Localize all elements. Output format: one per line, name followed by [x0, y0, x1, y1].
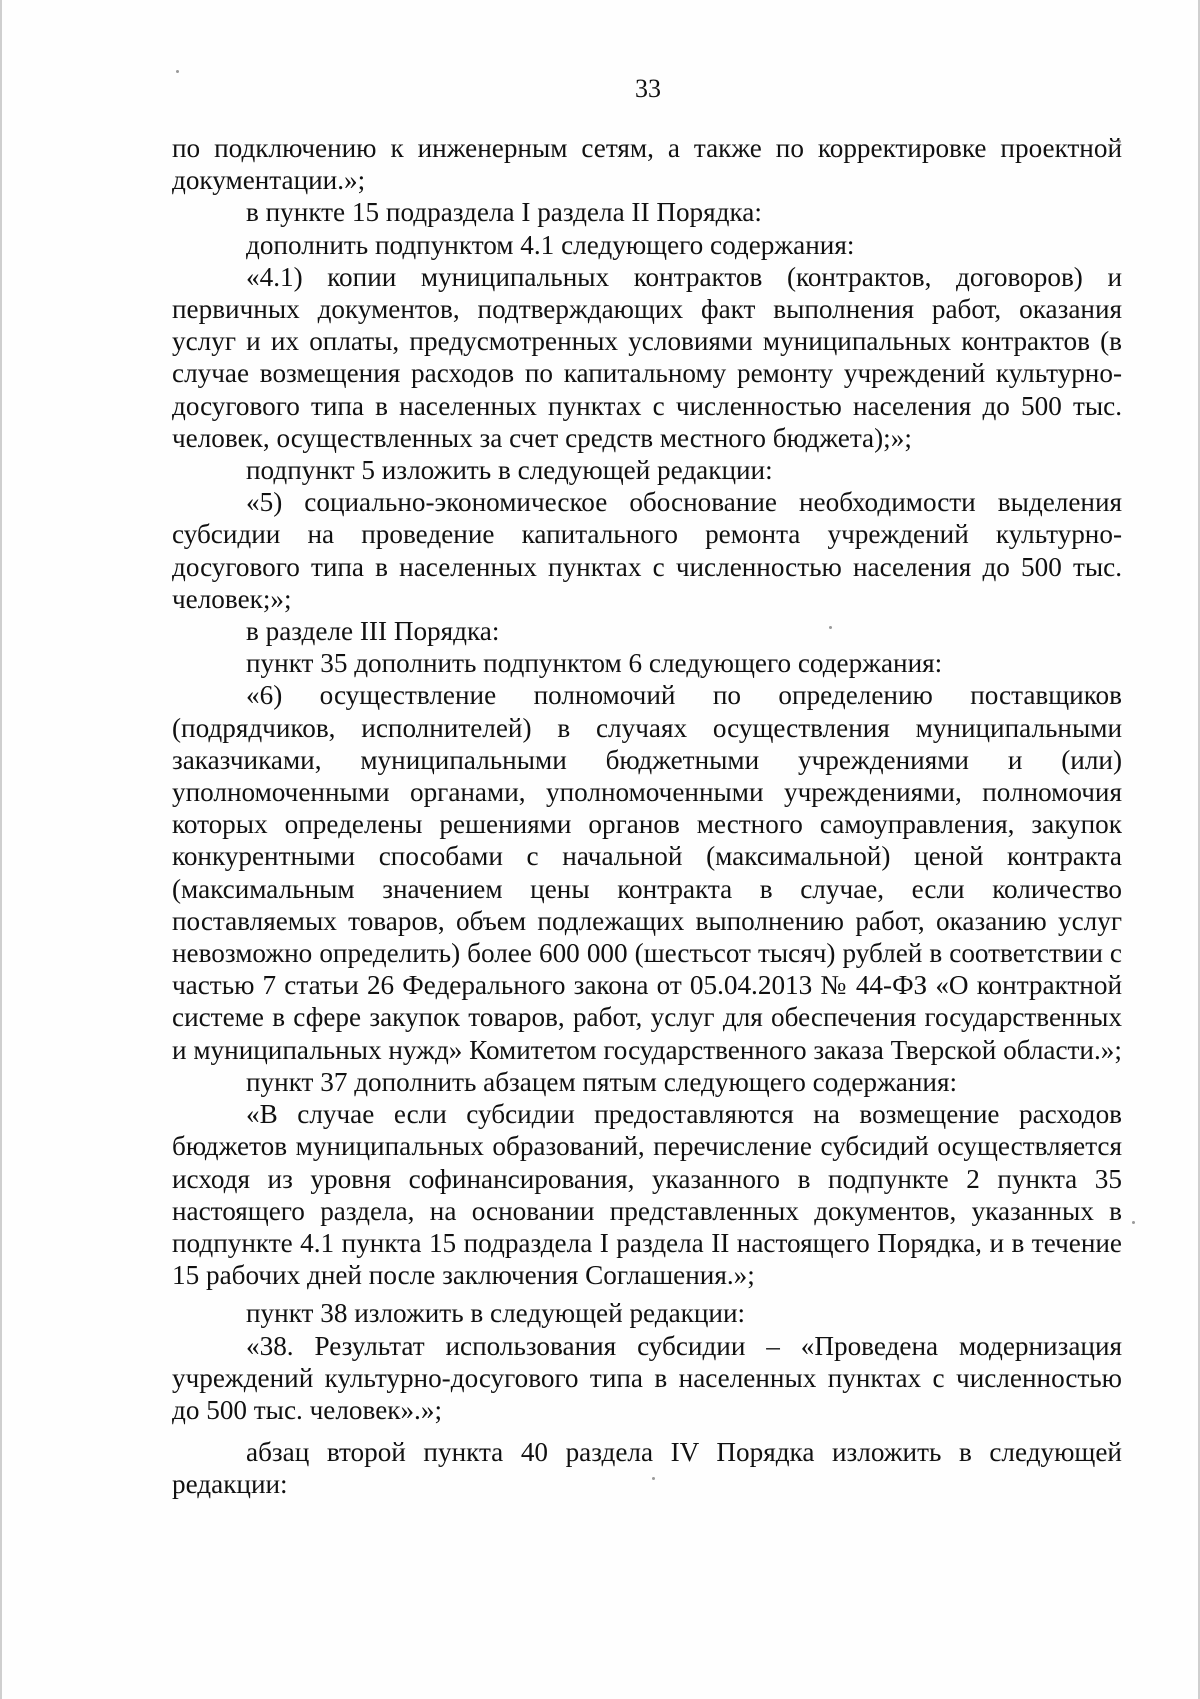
paragraph: «6) осуществление полномочий по определению поставщиков (подрядчиков, исполнителей) в случаях осуществления муниципальными заказчиками, муниципальными бюджетными учреждениями и (или) уполномоченными органами, уполномоченными учреждениями, полномочия которых определены решениями органов местного самоуправления, закупок конкурентными способами с начальной (максимальной) ценой контракта (максимальным значением цены контракта в случае, если количество поставляемых товаров, объем подлежащих выполнению работ, оказанию услуг невозможно определить) более 600 000 (шестьсот тысяч) рублей в соответствии с частью 7 статьи 26 Федерального закона от 05.04.2013 № 44-ФЗ «О контрактной системе в сфере закупок товаров, работ, услуг для обеспечения государственных и муниципальных нужд» Комитетом государственного заказа Тверской области.»; [172, 680, 1122, 1065]
scan-speck [176, 70, 179, 73]
scan-speck [1132, 1221, 1135, 1224]
paragraph: «В случае если субсидии предоставляются на возмещение расходов бюджетов муниципальных образований, перечисление субсидий осуществляется исходя из уровня софинансирования, указанного в подпункте 2 пункта 35 настоящего раздела, на основании представленных документов, указанных в подпункте 4.1 пункта 15 подраздела I раздела II настоящего Порядка, и в течение 15 рабочих дней после заключения Соглашения.»; [172, 1099, 1122, 1291]
paragraph: по подключению к инженерным сетям, а также по корректировке проектной документации.»; [172, 133, 1122, 196]
paragraph: «38. Результат использования субсидии – «Проведена модернизация учреждений культурно-досугового типа в населенных пунктах с численностью до 500 тыс. человек».»; [172, 1330, 1122, 1425]
paragraph: пункт 35 дополнить подпунктом 6 следующего содержания: [246, 648, 943, 679]
paragraph: «4.1) копии муниципальных контрактов (контрактов, договоров) и первичных документов, подтверждающих факт выполнения работ, оказания услуг и их оплаты, предусмотренных условиями муниципальных контрактов (в случае возмещения расходов по капитальному ремонту учреждений культурно-досугового типа в населенных пунктах с численностью населения до 500 тыс. человек, осуществленных за счет средств местного бюджета);»; [172, 261, 1122, 453]
scan-edge-left [0, 0, 2, 1699]
paragraph: в пункте 15 подраздела I раздела II Порядка: [246, 197, 762, 228]
paragraph: «5) социально-экономическое обоснование необходимости выделения субсидии на проведение капитального ремонта учреждений культурно-досугового типа в населенных пунктах с численностью населения до 500 тыс. человек;»; [172, 487, 1122, 614]
paragraph: абзац второй пункта 40 раздела IV Порядка изложить в следующей редакции: [172, 1437, 1122, 1500]
paragraph: пункт 37 дополнить абзацем пятым следующего содержания: [246, 1066, 958, 1097]
paragraph: подпункт 5 изложить в следующей редакции: [246, 455, 773, 486]
paragraph: дополнить подпунктом 4.1 следующего содержания: [246, 229, 855, 260]
paragraph: пункт 38 изложить в следующей редакции: [246, 1298, 746, 1329]
document-body [172, 132, 1122, 1501]
page-number: 33 [635, 74, 661, 103]
paragraph: в разделе III Порядка: [246, 616, 500, 647]
